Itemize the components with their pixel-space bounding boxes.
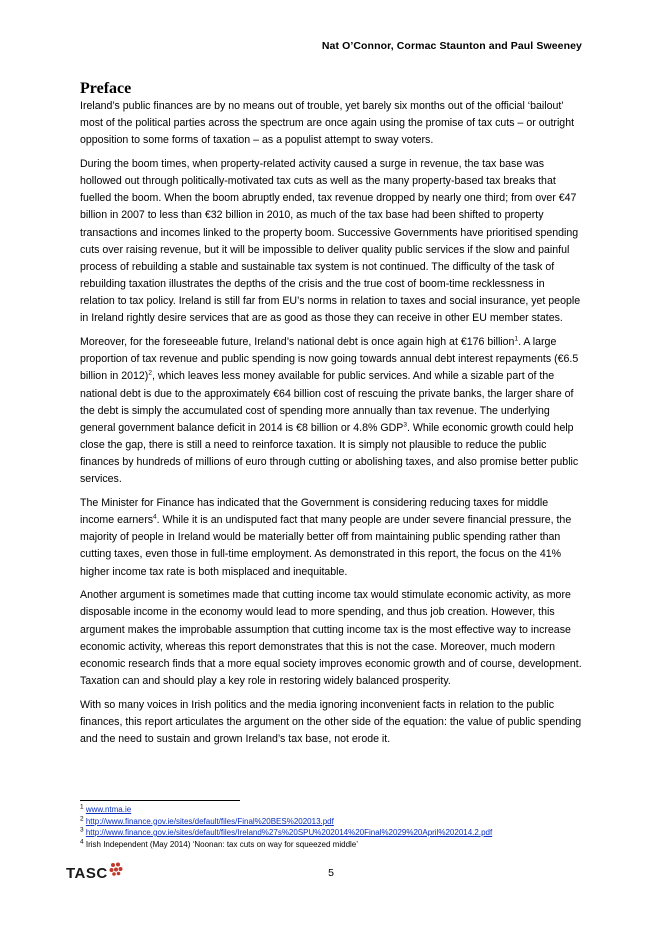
paragraph: Ireland’s public finances are by no means out of trouble, yet barely six months out of the official ‘bailout’ most of the political parties across the spectrum are once again using the promise of tax cuts – or outright opposition to some forms of taxation – as a populist attempt to sway voters. <box>80 100 575 147</box>
page-title: Preface <box>80 80 132 97</box>
text-segment: . While it is an undisputed fact that many people are under severe financial pressure, the majority of people in Ireland would be materially better off from maintaining public spending rather than cutting taxes, even those in full-time employment. As demonstrated in this report, the focus on the 41% higher income tax rate is both misplaced and inequitable. <box>80 514 572 578</box>
footnote <box>80 839 600 851</box>
body-text <box>80 98 582 755</box>
text-segment: . A large proportion of tax revenue and public spending is now going towards annual debt interest repayments (€6.5 billion in 2012) <box>80 336 579 383</box>
footnote <box>80 816 600 828</box>
footnote-text: Irish Independent (May 2014) ‘Noonan: tax cuts on way for squeezed middle’ <box>85 839 359 849</box>
footnote <box>80 827 600 839</box>
footnote-link[interactable]: http://www.finance.gov.ie/sites/default/files/Ireland%27s%20SPU%202014%20Final%2029%20April%202014.2.pdf <box>85 828 493 837</box>
footnote-divider <box>80 800 240 801</box>
logo-text: TASC <box>66 865 108 882</box>
footnotes <box>80 804 600 850</box>
paragraph <box>80 334 582 488</box>
paragraph: Another argument is sometimes made that cutting income tax would stimulate economic activity, as more disposable income in the economy would lead to more spending, and thus job creation. However, this argument makes the improbable assumption that cutting income tax is the most effective way to increase economic activity, whereas this report demonstrates that this is not the case. Moreover, much modern economic research finds that a more equal society improves economic growth and of course, development. Taxation can and should play a key role in restoring widely balanced prosperity. <box>80 589 582 687</box>
footnote-number: 1 <box>80 803 84 811</box>
footnote-number: 3 <box>80 826 84 834</box>
footnote-ref: 1 <box>514 335 519 343</box>
footnote-link[interactable]: www.ntma.ie <box>85 805 132 814</box>
footnote-link[interactable]: http://www.finance.gov.ie/sites/default/files/Final%20BES%202013.pdf <box>85 816 334 826</box>
footnote-ref: 3 <box>403 421 407 429</box>
footnote-ref: 4 <box>153 513 157 521</box>
running-header: Nat O’Connor, Cormac Staunton and Paul Sweeney <box>321 40 582 52</box>
paragraph <box>80 495 582 581</box>
footnote-ref: 2 <box>148 369 152 377</box>
footnote <box>80 804 600 816</box>
text-segment: Moreover, for the foreseeable future, Ireland’s national debt is once again high at €176 billion <box>80 336 515 349</box>
text-segment: The Minister for Finance has indicated that the Government is considering reducing taxes for middle income earners <box>80 496 549 527</box>
paragraph: During the boom times, when property-related activity caused a surge in revenue, the tax base was hollowed out through politically-motivated tax cuts as well as the many property-based tax breaks that fuelled the boom. When the boom abruptly ended, tax revenue dropped by nearly one third; from over €47 billion in 2007 to less than €32 billion in 2010, as much of the tax base had been shifted to property transactions and incomes linked to the property boom. Successive Governments have prioritised spending cuts over raising revenue, but it will be impossible to deliver quality public services if the slow and painful process of rebuilding a stable and sustainable tax system is not continued. The difficulty of the task of rebuilding taxation illustrates the depths of the crisis and the true cost of boom-time recklessness in relation to tax policy. Ireland is still far from EU’s norms in relation to taxes and social insurance, yet people in Ireland rightly desire services that are as good as those they can receive in other EU member states. <box>80 157 581 325</box>
text-segment: , which leaves less money available for public services. And while a sizable part of the national debt is due to the approximately €64 billion cost of rescuing the private banks, the larger share of the debt is simply the accumulated cost of spending more annually than tax revenue. The underlying general government balance deficit in 2014 is €8 billion or 4.8% GDP <box>80 370 574 434</box>
page-number: 5 <box>328 867 334 879</box>
text-segment: . While economic growth could help close the gap, there is still a need to reinforce taxation. It is simply not plausible to reduce the public finances by hundreds of millions of euro through cutting or abolishing taxes, and also promise better public services. <box>80 421 579 486</box>
footnote-number: 4 <box>80 837 84 845</box>
footnote-number: 2 <box>80 814 84 822</box>
paragraph: With so many voices in Irish politics and the media ignoring inconvenient facts in relation to the public finances, this report articulates the argument on the other side of the equation: the value of public spending and the need to sustain and grown Ireland’s tax base, not erode it. <box>80 698 582 745</box>
